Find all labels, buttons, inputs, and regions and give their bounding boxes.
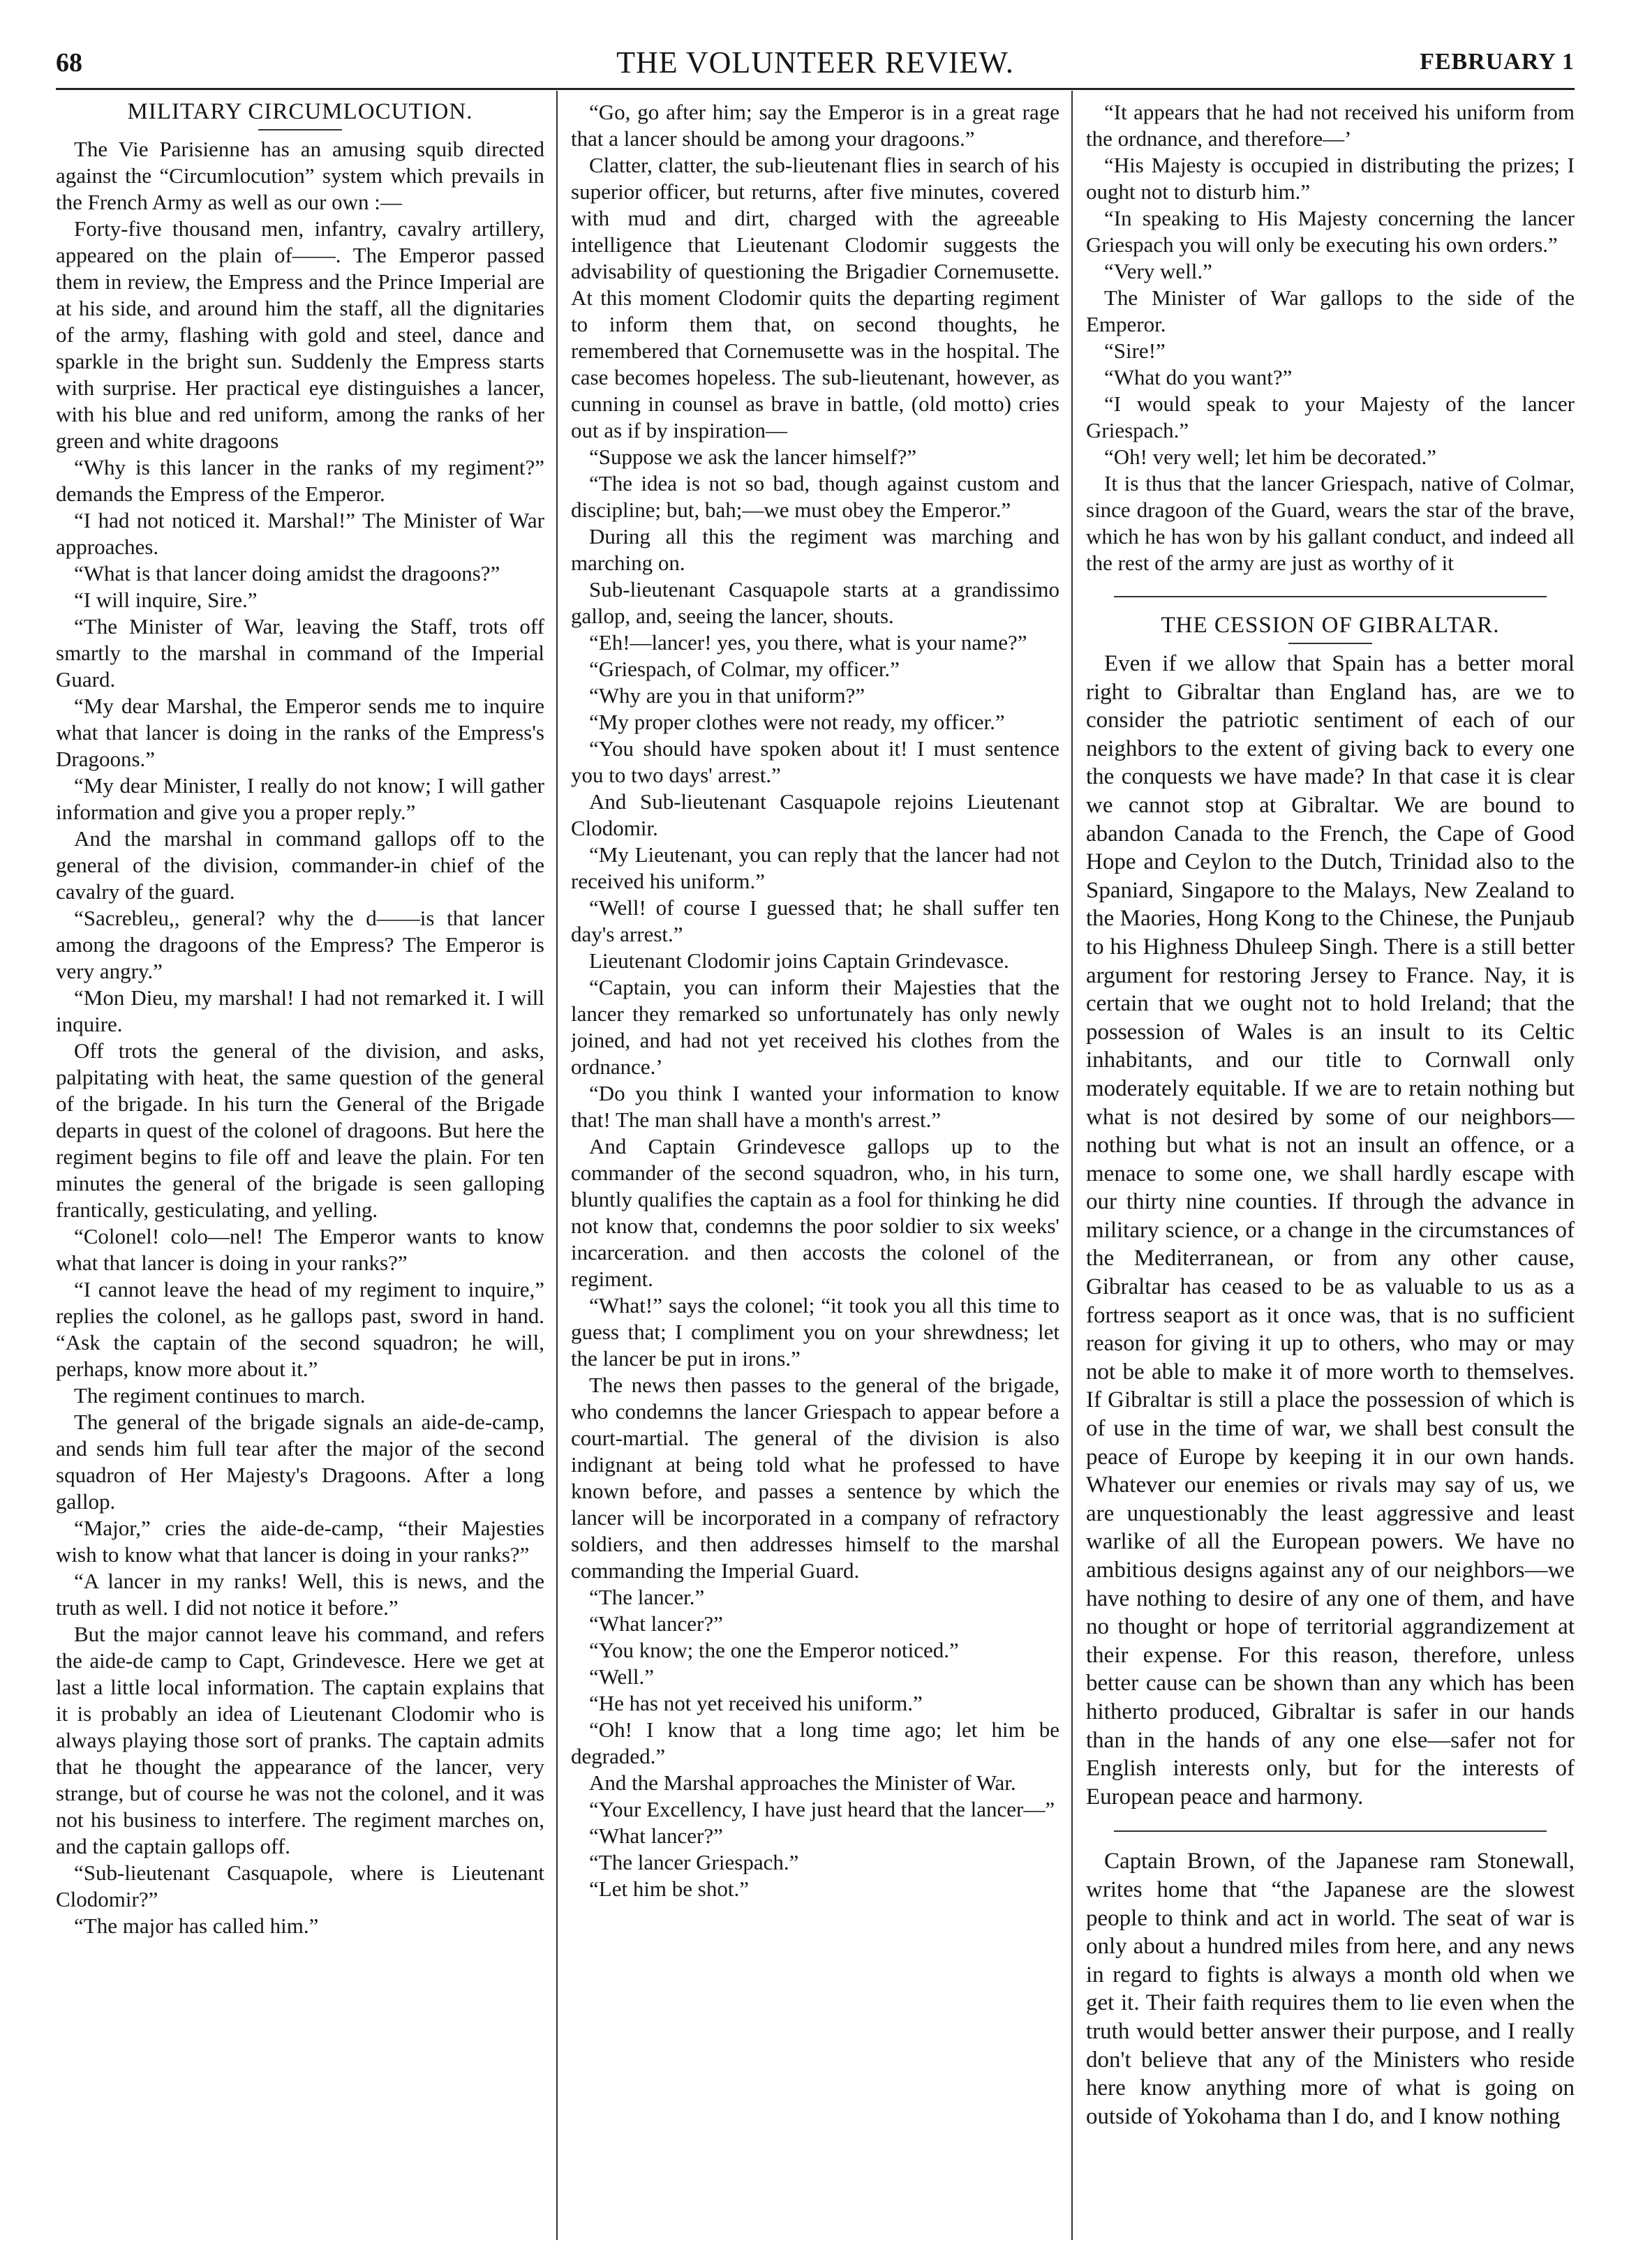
header-rule: [56, 88, 1575, 90]
article-paragraph: Lieutenant Clodomir joins Captain Grindevasce.: [589, 948, 1009, 973]
article-paragraph: “Well.”: [589, 1664, 655, 1689]
article-paragraph: “Sire!”: [1104, 338, 1166, 363]
article-paragraph: “Captain, you can inform their Majesties that the lancer they remarked so unfortunately has only newly joined, and had not yet received his clothes from the ordnance.’: [571, 975, 1059, 1079]
article-paragraph: “The lancer.”: [589, 1585, 705, 1609]
page-header: [56, 43, 1575, 85]
article-paragraph: “Oh! I know that a long time ago; let him be degraded.”: [571, 1717, 1059, 1768]
article-paragraph: “The Minister of War, leaving the Staff, trots off smartly to the marshal in command of the Imperial Guard.: [56, 614, 544, 692]
article-paragraph: “Your Excellency, I have just heard that the lancer—”: [589, 1797, 1055, 1821]
article-paragraph: The Minister of War gallops to the side of the Emperor.: [1086, 285, 1575, 336]
column-divider: [556, 91, 558, 2240]
article-paragraph: “His Majesty is occupied in distributing the prizes; I ought not to disturb him.”: [1086, 153, 1575, 204]
article-paragraph: “What do you want?”: [1104, 365, 1293, 389]
article-paragraph: “Suppose we ask the lancer himself?”: [589, 445, 917, 469]
article-paragraph: “I would speak to your Majesty of the lancer Griespach.”: [1086, 391, 1575, 442]
article-paragraph: “I cannot leave the head of my regiment to inquire,” replies the colonel, as he gallops past, sword in hand. “Ask the captain of the second squadron; he will, perhaps, know more about it.”: [56, 1277, 544, 1381]
article-paragraph: Off trots the general of the division, and asks, palpitating with heat, the same question of the general of the brigade. In his turn the General of the Brigade departs in quest of the colonel of dragoons. But here the regiment begins to file off and leave the plain. For ten minutes the general of the brigade is seen galloping frantically, gesticulating, and yelling.: [56, 1038, 544, 1222]
article-paragraph: And Sub-lieutenant Casquapole rejoins Lieutenant Clodomir.: [571, 789, 1059, 840]
article-paragraph: “What lancer?”: [589, 1611, 723, 1636]
article-paragraph: And the Marshal approaches the Minister of War.: [589, 1770, 1016, 1795]
article-paragraph: “The major has called him.”: [74, 1913, 319, 1938]
article-paragraph: “I will inquire, Sire.”: [74, 588, 258, 612]
article-paragraph: The news then passes to the general of the brigade, who condemns the lancer Griespach to appear before a court-martial. The general of the division is also indignant at being told what he professed to have known before, and passes a sentence by which the lancer will be incorporated in a company of refractory soldiers, and then addresses himself to the marshal commanding the Imperial Guard.: [571, 1373, 1059, 1583]
section-rule: [1114, 596, 1547, 597]
article-paragraph: “My proper clothes were not ready, my officer.”: [589, 710, 1005, 734]
column-1: [56, 99, 544, 2235]
article-title-military-circumlocution: MILITARY CIRCUMLOCUTION.: [127, 99, 473, 124]
page-number: 68: [56, 48, 82, 77]
article-paragraph: “Well! of course I guessed that; he shall suffer ten day's arrest.”: [571, 895, 1059, 946]
article-paragraph: “Let him be shot.”: [589, 1877, 749, 1901]
article-paragraph: “In speaking to His Majesty concerning the lancer Griespach you will only be executing his own orders.”: [1086, 206, 1575, 257]
article-paragraph: The regiment continues to march.: [74, 1383, 366, 1408]
article-paragraph: “Do you think I wanted your information to know that! The man shall have a month's arrest.”: [571, 1081, 1059, 1132]
article-paragraph: Sub-lieutenant Casquapole starts at a grandissimo gallop, and, seeing the lancer, shouts.: [571, 577, 1059, 628]
article-paragraph: “He has not yet received his uniform.”: [589, 1691, 923, 1715]
article-paragraph: “Colonel! colo—nel! The Emperor wants to know what that lancer is doing in your ranks?”: [56, 1224, 544, 1275]
article-paragraph: “It appears that he had not received his uniform from the ordnance, and therefore—’: [1086, 100, 1575, 151]
article-paragraph: But the major cannot leave his command, and refers the aide-de camp to Capt, Grindevesce. Here we get at last a little local information. The captain explains that it is probably an idea of Lieutenant Clodomir who is always playing those sort of pranks. The captain admits that he thought the appearance of the lancer, very strange, but of course he was not the colonel, and it was not his business to interfere. The regiment marches on, and the captain gallops off.: [56, 1622, 544, 1858]
article-paragraph: The general of the brigade signals an aide-de-camp, and sends him full tear after the major of the second squadron of Her Majesty's Dragoons. After a long gallop.: [56, 1410, 544, 1514]
article-paragraph: “Eh!—lancer! yes, you there, what is your name?”: [589, 630, 1027, 655]
article-paragraph: Forty-five thousand men, infantry, cavalry artillery, appeared on the plain of——. The Emperor passed them in review, the Empress and the Prince Imperial are at his side, and around him the staff, all the dignitaries of the army, flashing with gold and steel, dance and sparkle in the bright sun. Suddenly the Empress starts with surprise. Her practical eye distinguishes a lancer, with his blue and red uniform, among the ranks of her green and white dragoons: [56, 216, 544, 453]
column-3: [1086, 99, 1575, 2235]
article-paragraph: Captain Brown, of the Japanese ram Stonewall, writes home that “the Japanese are the slowest people to think and act in world. The seat of war is only about a hundred miles from here, and any news in regard to fights is always a month old when we get it. Their faith requires them to lie even when the truth would better answer their purpose, and I really don't believe that any of the Ministers who reside here know anything more of what is going on outside of Yokohama than I do, and I know nothing: [1086, 1849, 1575, 2129]
article-paragraph: During all this the regiment was marching and marching on.: [571, 524, 1059, 575]
article-paragraph: “My dear Marshal, the Emperor sends me to inquire what that lancer is doing in the ranks of the Empress's Dragoons.”: [56, 694, 544, 771]
issue-date: FEBRUARY 1: [1420, 49, 1575, 75]
article-paragraph: “Sacrebleu,, general? why the d——is that lancer among the dragoons of the Empress? The Emperor is very angry.”: [56, 906, 544, 983]
article-paragraph: Even if we allow that Spain has a better moral right to Gibraltar than England has, are we to consider the patriotic sentiment of each of our neighbors to the extent of giving back to every one the conquests we have made? In that case it is clear we cannot stop at Gibraltar. We are bound to abandon Canada to the French, the Cape of Good Hope and Ceylon to the Dutch, Trinidad also to the Spaniard, Singapore to the Malays, New Zealand to the Maories, Hong Kong to the Chinese, the Punjaub to his Highness Dhuleep Singh. There is a still better argument for restoring Jersey to France. Nay, it is certain that we ought not to hold Ireland; that the possession of Wales is an insult to its Celtic inhabitants, and our title to Cornwall only moderately equitable. If we are to retain nothing but what is not desired by some of our neighbors—nothing but what is not an insult an offence, or a menace to some one, we shall hardly escape with our thirty nine counties. If through the advance in military science, or a change in the circumstances of the Mediterranean, or from any other cause, Gibraltar has ceased to be as valuable to us as a fortress seaport as it once was, that is no sufficient reason for giving it up to others, who may or may not be able to make it of more worth to themselves. If Gibraltar is still a place the possession of which is of use in the time of war, we shall best consult the peace of Europe by keeping it in our own hands. Whatever our enemies or rivals may say of us, we are unquestionably the least aggressive and least warlike of all the European powers. We have no ambitious designs against any of our neighbors—we have nothing to desire of any one of them, and have no thought or hope of territorial aggrandizement at their expense. For this reason, therefore, unless better cause can be shown than any which has been hitherto produced, Gibraltar is safer in our hands than in the hands of any one else—safer not for English interests only, but for the interests of European peace and harmony.: [1086, 651, 1575, 1810]
article-paragraph: “Go, go after him; say the Emperor is in a great rage that a lancer should be among your dragoons.”: [571, 100, 1059, 151]
article-paragraph: “The idea is not so bad, though against custom and discipline; but, bah;—we must obey the Emperor.”: [571, 471, 1059, 522]
article-paragraph: “Major,” cries the aide-de-camp, “their Majesties wish to know what that lancer is doing in your ranks?”: [56, 1516, 544, 1567]
column-2: [571, 99, 1059, 2235]
article-paragraph: “Sub-lieutenant Casquapole, where is Lieutenant Clodomir?”: [56, 1860, 544, 1911]
article-paragraph: “Why are you in that uniform?”: [589, 683, 865, 708]
article-paragraph: And the marshal in command gallops off to the general of the division, commander-in chief of the cavalry of the guard.: [56, 826, 544, 904]
article-paragraph: “A lancer in my ranks! Well, this is news, and the truth as well. I did not notice it before.”: [56, 1569, 544, 1620]
article-paragraph: The Vie Parisienne has an amusing squib directed against the “Circumlocution” system which prevails in the French Army as well as our own :—: [56, 137, 544, 214]
title-rule: [258, 129, 342, 130]
article-paragraph: “Very well.”: [1104, 259, 1212, 283]
article-paragraph: “My dear Minister, I really do not know; I will gather information and give you a proper reply.”: [56, 773, 544, 824]
article-paragraph: It is thus that the lancer Griespach, native of Colmar, since dragoon of the Guard, wears the star of the brave, which he has won by his gallant conduct, and indeed all the rest of the army are just as worthy of it: [1086, 471, 1575, 575]
article-paragraph: “What lancer?”: [589, 1823, 723, 1848]
article-paragraph: “Why is this lancer in the ranks of my regiment?” demands the Empress of the Emperor.: [56, 455, 544, 506]
article-title-cession-of-gibraltar: THE CESSION OF GIBRALTAR.: [1161, 613, 1500, 638]
article-paragraph: “You should have spoken about it! I must sentence you to two days' arrest.”: [571, 736, 1059, 787]
article-paragraph: “The lancer Griespach.”: [589, 1850, 799, 1874]
article-paragraph: “What is that lancer doing amidst the dragoons?”: [74, 561, 500, 585]
column-divider: [1071, 91, 1073, 2240]
title-rule: [1288, 643, 1372, 644]
newspaper-title: THE VOLUNTEER REVIEW.: [616, 45, 1014, 80]
section-rule: [1114, 1830, 1547, 1832]
article-paragraph: “You know; the one the Emperor noticed.”: [589, 1638, 959, 1662]
article-paragraph: And Captain Grindevesce gallops up to the commander of the second squadron, who, in his turn, bluntly qualifies the captain as a fool for thinking he did not know that, condemns the poor soldier to six weeks' incarceration. and then accosts the colonel of the regiment.: [571, 1134, 1059, 1291]
article-paragraph: “Mon Dieu, my marshal! I had not remarked it. I will inquire.: [56, 985, 544, 1036]
article-paragraph: “My Lieutenant, you can reply that the lancer had not received his uniform.”: [571, 842, 1059, 893]
article-paragraph: “Griespach, of Colmar, my officer.”: [589, 657, 900, 681]
article-paragraph: Clatter, clatter, the sub-lieutenant flies in search of his superior officer, but returns, after five minutes, covered with mud and dirt, charged with the agreeable intelligence that Lieutenant Clodomir suggests the advisability of questioning the Brigadier Cornemusette. At this moment Clodomir quits the departing regiment to inform them that, on second thoughts, he remembered that Cornemusette was in the hospital. The case becomes hopeless. The sub-lieutenant, however, as cunning in counsel as brave in battle, (old motto) cries out as if by inspiration—: [571, 153, 1059, 442]
article-paragraph: “I had not noticed it. Marshal!” The Minister of War approaches.: [56, 508, 544, 559]
article-paragraph: “What!” says the colonel; “it took you all this time to guess that; I compliment you on your shrewdness; let the lancer be put in irons.”: [571, 1293, 1059, 1371]
article-paragraph: “Oh! very well; let him be decorated.”: [1104, 445, 1436, 469]
